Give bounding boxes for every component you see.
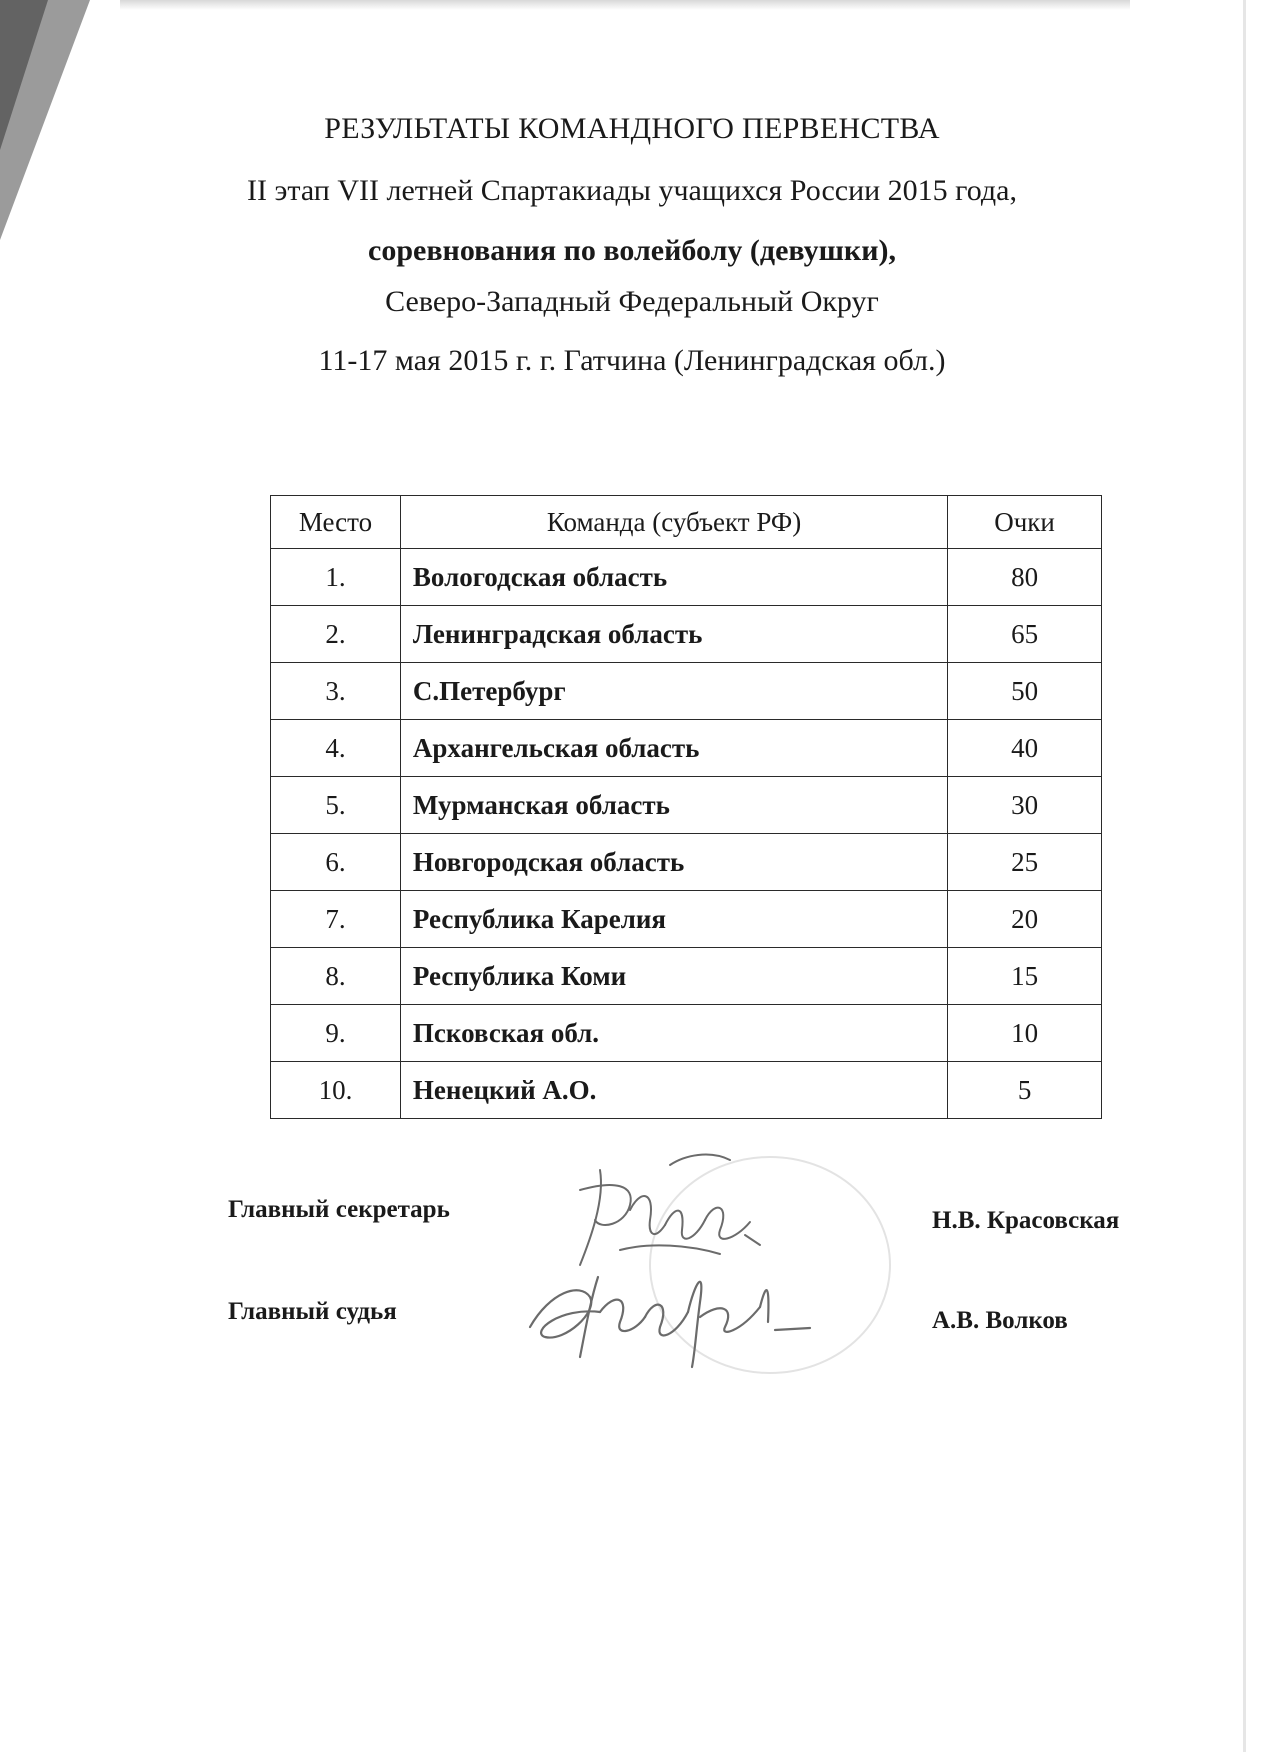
document-subtitle-sport: соревнования по волейболу (девушки), (368, 234, 896, 267)
table-row (271, 948, 1102, 1005)
secretary-name: Н.В. Красовская (932, 1207, 1120, 1234)
document-title: РЕЗУЛЬТАТЫ КОМАНДНОГО ПЕРВЕНСТВА (324, 112, 940, 145)
secretary-signature (560, 1150, 820, 1280)
row-place: 1. (271, 549, 401, 606)
judge-signature (520, 1262, 830, 1372)
row-team: Республика Карелия (400, 891, 947, 948)
row-place: 5. (271, 777, 401, 834)
row-points: 25 (948, 834, 1102, 891)
row-points: 30 (948, 777, 1102, 834)
table-row (271, 549, 1102, 606)
judge-name: А.В. Волков (932, 1307, 1068, 1334)
column-header-points: Очки (948, 496, 1102, 549)
results-table (270, 495, 1102, 1119)
row-team: Ленинградская область (400, 606, 947, 663)
secretary-label: Главный секретарь (228, 1196, 450, 1223)
table-row (271, 663, 1102, 720)
column-header-team: Команда (субъект РФ) (400, 496, 947, 549)
document-subtitle-stage: II этап VII летней Спартакиады учащихся России 2015 года, (247, 174, 1017, 207)
scan-top-edge (120, 0, 1130, 10)
table-row (271, 1062, 1102, 1119)
row-team: Архангельская область (400, 720, 947, 777)
row-place: 2. (271, 606, 401, 663)
row-place: 3. (271, 663, 401, 720)
row-points: 20 (948, 891, 1102, 948)
row-team: Республика Коми (400, 948, 947, 1005)
row-points: 80 (948, 549, 1102, 606)
document-subtitle-district: Северо-Западный Федеральный Округ (385, 285, 879, 318)
row-place: 10. (271, 1062, 401, 1119)
table-header-row (271, 496, 1102, 549)
column-header-place: Место (271, 496, 401, 549)
row-place: 9. (271, 1005, 401, 1062)
row-points: 65 (948, 606, 1102, 663)
document-subtitle-date-place: 11-17 мая 2015 г. г. Гатчина (Ленинградская обл.) (318, 344, 946, 377)
row-points: 10 (948, 1005, 1102, 1062)
row-place: 4. (271, 720, 401, 777)
row-place: 6. (271, 834, 401, 891)
row-team: Мурманская область (400, 777, 947, 834)
row-team: С.Петербург (400, 663, 947, 720)
row-points: 5 (948, 1062, 1102, 1119)
table-row (271, 834, 1102, 891)
row-place: 8. (271, 948, 401, 1005)
table-row (271, 777, 1102, 834)
row-team: Вологодская область (400, 549, 947, 606)
row-team: Ненецкий А.О. (400, 1062, 947, 1119)
row-team: Новгородская область (400, 834, 947, 891)
row-points: 15 (948, 948, 1102, 1005)
table-row (271, 1005, 1102, 1062)
row-points: 40 (948, 720, 1102, 777)
row-points: 50 (948, 663, 1102, 720)
row-place: 7. (271, 891, 401, 948)
row-team: Псковская обл. (400, 1005, 947, 1062)
judge-label: Главный судья (228, 1298, 397, 1325)
table-row (271, 720, 1102, 777)
table-row (271, 606, 1102, 663)
table-row (271, 891, 1102, 948)
